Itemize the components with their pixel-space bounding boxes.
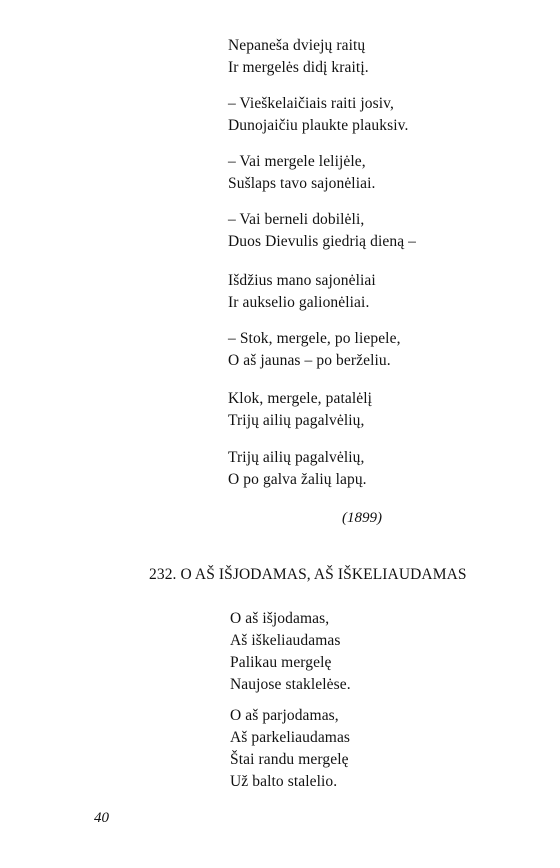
verse-line: – Stok, mergele, po liepele, xyxy=(228,330,401,347)
poem-date: (1899) xyxy=(342,510,382,526)
verse-line: – Vai berneli dobilėli, xyxy=(228,211,365,228)
verse-line: – Vieškelaičiais raiti josiv, xyxy=(228,95,394,112)
stanza xyxy=(228,388,372,432)
verse-line: Trijų ailių pagalvėlių, xyxy=(228,449,365,466)
verse-line: Dunojaičiu plaukte plauksiv. xyxy=(228,117,409,134)
stanza xyxy=(228,93,408,137)
stanza xyxy=(230,608,351,696)
stanza xyxy=(228,270,376,314)
verse-line: Nepaneša dviejų raitų xyxy=(228,37,366,54)
verse-line: Naujose staklelėse. xyxy=(230,676,351,693)
verse-line: Trijų ailių pagalvėlių, xyxy=(228,412,365,429)
verse-line: Ir aukselio galionėliai. xyxy=(228,294,370,311)
stanza xyxy=(228,328,401,372)
poem-title: 232. O AŠ IŠJODAMAS, AŠ IŠKELIAUDAMAS xyxy=(149,566,467,583)
page-number: 40 xyxy=(94,810,109,826)
stanza xyxy=(228,151,375,195)
verse-line: O aš parjodamas, xyxy=(230,707,339,724)
verse-line: Sušlaps tavo sajonėliai. xyxy=(228,175,376,192)
verse-line: Aš parkeliaudamas xyxy=(230,729,351,746)
stanza xyxy=(228,35,369,79)
verse-line: Klok, mergele, patalėlį xyxy=(228,390,373,407)
verse-line: Aš iškeliaudamas xyxy=(230,632,341,649)
verse-line: Už balto stalelio. xyxy=(230,773,338,790)
verse-line: Palikau mergelę xyxy=(230,654,332,671)
verse-line: Ir mergelės didį kraitį. xyxy=(228,59,369,76)
stanza xyxy=(228,447,367,491)
verse-line: Duos Dievulis giedrią dieną – xyxy=(228,233,416,250)
verse-line: Štai randu mergelę xyxy=(230,751,349,768)
verse-line: – Vai mergele lelijėle, xyxy=(228,153,366,170)
verse-line: O po galva žalių lapų. xyxy=(228,471,367,488)
stanza xyxy=(230,705,350,793)
verse-line: Išdžius mano sajonėliai xyxy=(228,272,376,289)
verse-line: O aš išjodamas, xyxy=(230,610,330,627)
stanza xyxy=(228,209,416,253)
verse-line: O aš jaunas – po berželiu. xyxy=(228,352,391,369)
